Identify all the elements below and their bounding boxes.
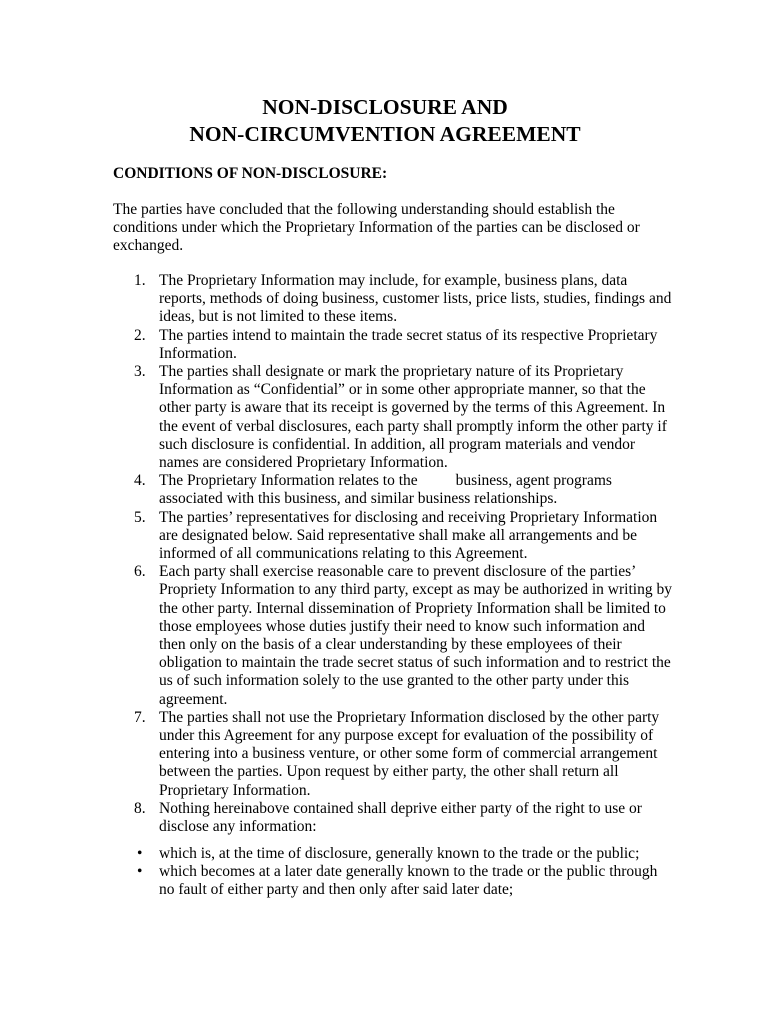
- list-item-text: Each party shall exercise reasonable care to prevent disclosure of the parties’ Propriety Information to any third party, except as may be authorized in writing by the other party. Internal dissemination of Propriety Information shall be limited to those employees whose duties justify their need to know such information and then only on the basis of a clear understanding by these employees of their obligation to maintain the trade secret status of such information and to restrict the us of such information solely to the use granted to the other party under this agreement.: [159, 563, 672, 708]
- bullet-icon: •: [137, 845, 143, 862]
- list-item-text: Nothing hereinabove contained shall deprive either party of the right to use or disclose any information:: [159, 799, 642, 836]
- list-item-number: 2.: [134, 326, 146, 344]
- document-title-line-2: NON-CIRCUMVENTION AGREEMENT: [189, 122, 581, 146]
- bullet-item-text: which is, at the time of disclosure, generally known to the trade or the public;: [159, 845, 640, 862]
- list-item-text: The parties’ representatives for disclosing and receiving Proprietary Information are designated below. Said representative shall make all arrangements and be informed of all communications relating to this Agreement.: [159, 508, 658, 563]
- list-item: [113, 472, 673, 508]
- list-item: [113, 800, 673, 836]
- list-item: [113, 509, 673, 564]
- list-item-number: 7.: [134, 708, 146, 726]
- list-item-number: 4.: [134, 472, 146, 490]
- list-item-text-before-blank: The Proprietary Information relates to the: [159, 472, 418, 490]
- list-item: [113, 327, 673, 363]
- bullet-item: [113, 845, 673, 863]
- list-item-text-after-blank: business, agent programs associated with this business, and similar business relationships.: [159, 472, 612, 508]
- section-heading: CONDITIONS OF NON-DISCLOSURE:: [113, 165, 388, 182]
- numbered-list: [113, 272, 673, 836]
- document-title-line-1: NON-DISCLOSURE AND: [262, 95, 508, 119]
- list-item-number: 3.: [134, 363, 146, 381]
- bullet-item: [113, 863, 673, 899]
- list-item-number: 8.: [134, 799, 146, 817]
- bullet-list: [113, 845, 673, 900]
- bullet-item-text: which becomes at a later date generally known to the trade or the public through no fault of either party and then only after said later date;: [159, 863, 658, 899]
- list-item-text: The Proprietary Information may include, for example, business plans, data reports, methods of doing business, customer lists, price lists, studies, findings and ideas, but is not limited to these items.: [159, 272, 672, 326]
- list-item-text: The parties shall not use the Proprietary Information disclosed by the other party under this Agreement for any purpose except for evaluation of the possibility of entering into a business venture, or other some form of commercial arrangement between the parties. Upon request by either party, the other shall return all Proprietary Information.: [159, 708, 660, 799]
- intro-paragraph: The parties have concluded that the following understanding should establish the conditions under which the Proprietary Information of the parties can be disclosed or exchanged.: [113, 201, 640, 255]
- list-item-number: 6.: [134, 563, 146, 581]
- list-item: [113, 709, 673, 800]
- list-item-text: The parties intend to maintain the trade secret status of its respective Proprietary Information.: [159, 326, 658, 362]
- list-item-number: 1.: [134, 272, 146, 289]
- list-item: [113, 563, 673, 709]
- list-item: [113, 363, 673, 472]
- list-item-number: 5.: [134, 508, 146, 526]
- bullet-icon: •: [137, 863, 143, 881]
- list-item: [113, 272, 673, 327]
- list-item-text: The parties shall designate or mark the proprietary nature of its Proprietary Information as “Confidential” or in some other appropriate manner, so that the other party is aware that its receipt is governed by the terms of this Agreement. In the event of verbal disclosures, each party shall promptly inform the other party if such disclosure is confidential. In addition, all program materials and vendor names are considered Proprietary Information.: [159, 363, 667, 472]
